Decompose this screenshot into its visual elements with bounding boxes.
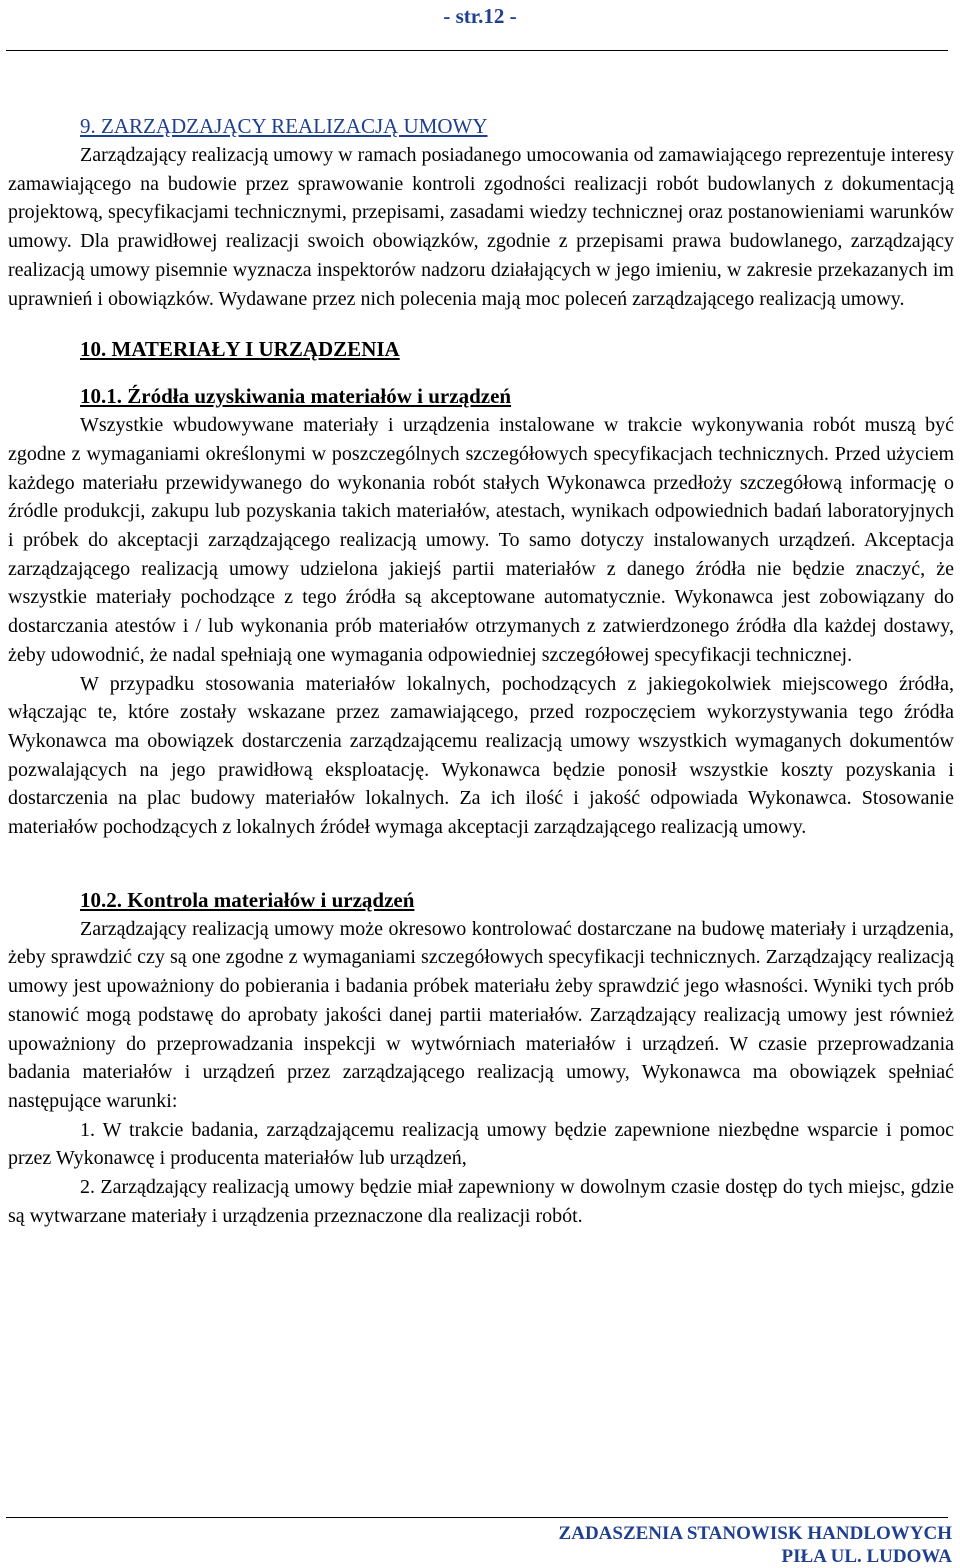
document-body [8, 112, 954, 1231]
footer-line-1: ZADASZENIA STANOWISK HANDLOWYCH [558, 1523, 952, 1544]
section-10-2-heading: 10.2. Kontrola materiałów i urządzeń [80, 887, 415, 912]
header-divider [6, 50, 948, 51]
list-item-2: 2. Zarządzający realizacją umowy będzie miał zapewniony w dowolnym czasie dostęp do tych miejsc, gdzie są wytwarzane materiały i urządzenia przeznaczone dla realizacji robót. [8, 1176, 954, 1227]
page-number: - str.12 - [443, 4, 517, 28]
section-10-1-paragraph-2: W przypadku stosowania materiałów lokalnych, pochodzących z jakiegokolwiek miejscowego źródła, włączając te, które zostały wskazane przez zamawiającego, przed rozpoczęciem wykorzystywania tego źródła Wykonawca ma obowiązek dostarczenia zarządzającemu realizacją umowy wszystkich wymaganych dokumentów pozwalających na jego prawidłową eksploatację. Wykonawca będzie ponosił wszystkie koszty pozyskania i dostarczenia na plac budowy materiałów lokalnych. Za ich ilość i jakość odpowiada Wykonawca. Stosowanie materiałów pochodzących z lokalnych źródeł wymaga akceptacji zarządzającego realizacją umowy. [8, 672, 954, 839]
footer-line-2: PIŁA UL. LUDOWA [781, 1546, 952, 1567]
section-10-heading: 10. MATERIAŁY I URZĄDZENIA [80, 337, 400, 362]
list-item-1: 1. W trakcie badania, zarządzającemu realizacją umowy będzie zapewnione niezbędne wsparcie i pomoc przez Wykonawcę i producenta materiałów lub urządzeń, [8, 1118, 954, 1170]
section-10-2-paragraph: Zarządzający realizacją umowy może okresowo kontrolować dostarczane na budowę materiały i urządzenia, żeby sprawdzić czy są one zgodne z wymaganiami szczegółowych specyfikacji technicznych. Zarządzający realizacją umowy jest upoważniony do pobierania i badania próbek materiału żeby sprawdzić jego własności. Wyniki tych prób stanowić mogą podstawę do aprobaty jakości danej partii materiałów. Zarządzający realizacją umowy jest również upoważniony do przeprowadzania inspekcji w wytwórniach materiałów i urządzeń. W czasie przeprowadzania badania materiałów i urządzeń przez zarządzającego realizacją umowy, Wykonawca ma obowiązek spełniać następujące warunki: [8, 917, 954, 1112]
section-9-paragraph: Zarządzający realizacją umowy w ramach posiadanego umocowania od zamawiającego reprezentuje interesy zamawiającego na budowie przez sprawowanie kontroli zgodności realizacji robót budowlanych z dokumentacją projektową, specyfikacjami technicznymi, przepisami, zasadami wiedzy technicznej oraz postanowieniami warunków umowy. Dla prawidłowej realizacji swoich obowiązków, zgodnie z przepisami prawa budowlanego, zarządzający realizacją umowy pisemnie wyznacza inspektorów nadzoru działających w jego imieniu, w zakresie przekazanych im uprawnień i obowiązków. Wydawane przez nich polecenia mają moc poleceń zarządzającego realizacją umowy. [8, 144, 954, 310]
section-9-heading: 9. ZARZĄDZAJĄCY REALIZACJĄ UMOWY [80, 114, 488, 138]
section-10-1-heading: 10.1. Źródła uzyskiwania materiałów i urządzeń [80, 384, 512, 409]
section-10-1-paragraph-1: Wszystkie wbudowywane materiały i urządzenia instalowane w trakcie wykonywania robót muszą być zgodne z wymaganiami określonymi w poszczególnych szczegółowych specyfikacjach technicznych. Przed użyciem każdego materiału przewidywanego do wykonania robót stałych Wykonawca przedłoży szczegółową informację o źródle produkcji, zakupu lub pozyskania takich materiałów, atestach, wynikach odpowiednich badań laboratoryjnych i próbek do akceptacji zarządzającego realizacją umowy. To samo dotyczy instalowanych urządzeń. Akceptacja zarządzającego realizacją umowy udzielona jakiejś partii materiałów z danego źródła nie będzie znaczyć, że wszystkie materiały pochodzące z tego źródła są akceptowane automatycznie. Wykonawca jest zobowiązany do dostarczania atestów i / lub wykonania prób materiałów otrzymanych z zatwierdzonego źródła dla każdej dostawy, żeby udowodnić, że nadal spełniają one wymagania odpowiedniej szczegółowej specyfikacji technicznej. [8, 414, 954, 666]
footer-divider [6, 1517, 948, 1518]
footer [559, 1522, 952, 1568]
